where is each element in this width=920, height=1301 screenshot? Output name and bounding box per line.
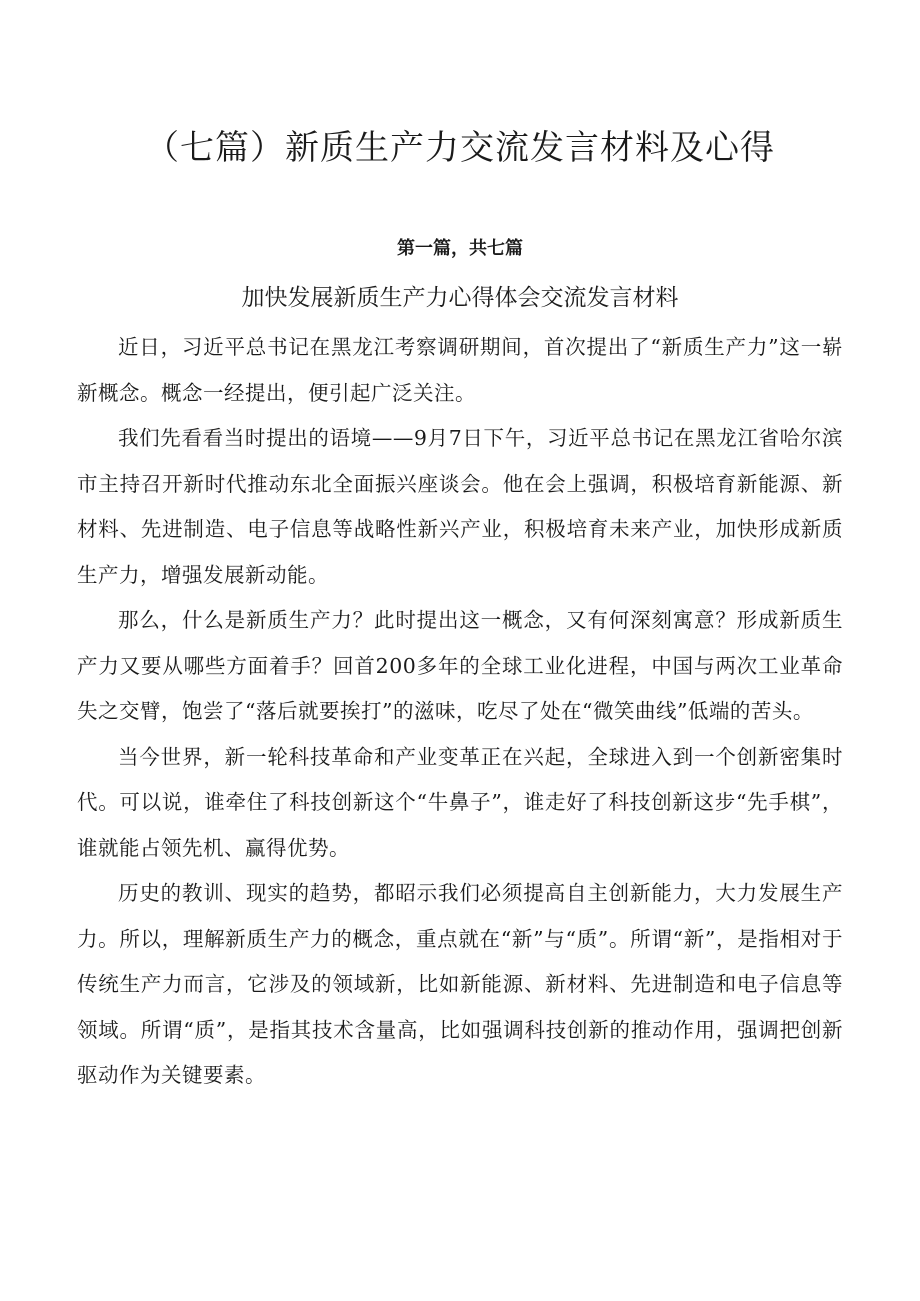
paragraph: 当今世界，新一轮科技革命和产业变革正在兴起，全球进入到一个创新密集时代。可以说，谁牵住了科技创新这个“牛鼻子”，谁走好了科技创新这步“先手棋”，谁就能占领先机、赢得优势。 [77,744,843,860]
document-title: （七篇）新质生产力交流发言材料及心得 [145,128,775,168]
paragraph: 我们先看看当时提出的语境——9月7日下午，习近平总书记在黑龙江省哈尔滨市主持召开新时代推动东北全面振兴座谈会。他在会上强调，积极培育新能源、新材料、先进制造、电子信息等战略性新兴产业，积极培育未来产业，加快形成新质生产力，增强发展新动能。 [77,426,843,587]
section-heading: 加快发展新质生产力心得体会交流发言材料 [241,285,679,311]
paragraph: 历史的教训、现实的趋势，都昭示我们必须提高自主创新能力，大力发展生产力。所以，理解新质生产力的概念，重点就在“新”与“质”。所谓“新”，是指相对于传统生产力而言，它涉及的领域新，比如新能源、新材料、先进制造和电子信息等领域。所谓“质”，是指其技术含量高，比如强调科技创新的推动作用，强调把创新驱动作为关键要素。 [77,881,843,1087]
part-label: 第一篇，共七篇 [397,238,523,259]
paragraph: 近日，习近平总书记在黑龙江考察调研期间，首次提出了“新质生产力”这一崭新概念。概念一经提出，便引起广泛关注。 [77,335,843,405]
body-text [77,325,843,1099]
paragraph: 那么，什么是新质生产力？此时提出这一概念，又有何深刻寓意？形成新质生产力又要从哪些方面着手？回首200多年的全球工业化进程，中国与两次工业革命失之交臂，饱尝了“落后就要挨打”的滋味，吃尽了处在“微笑曲线”低端的苦头。 [77,608,843,723]
